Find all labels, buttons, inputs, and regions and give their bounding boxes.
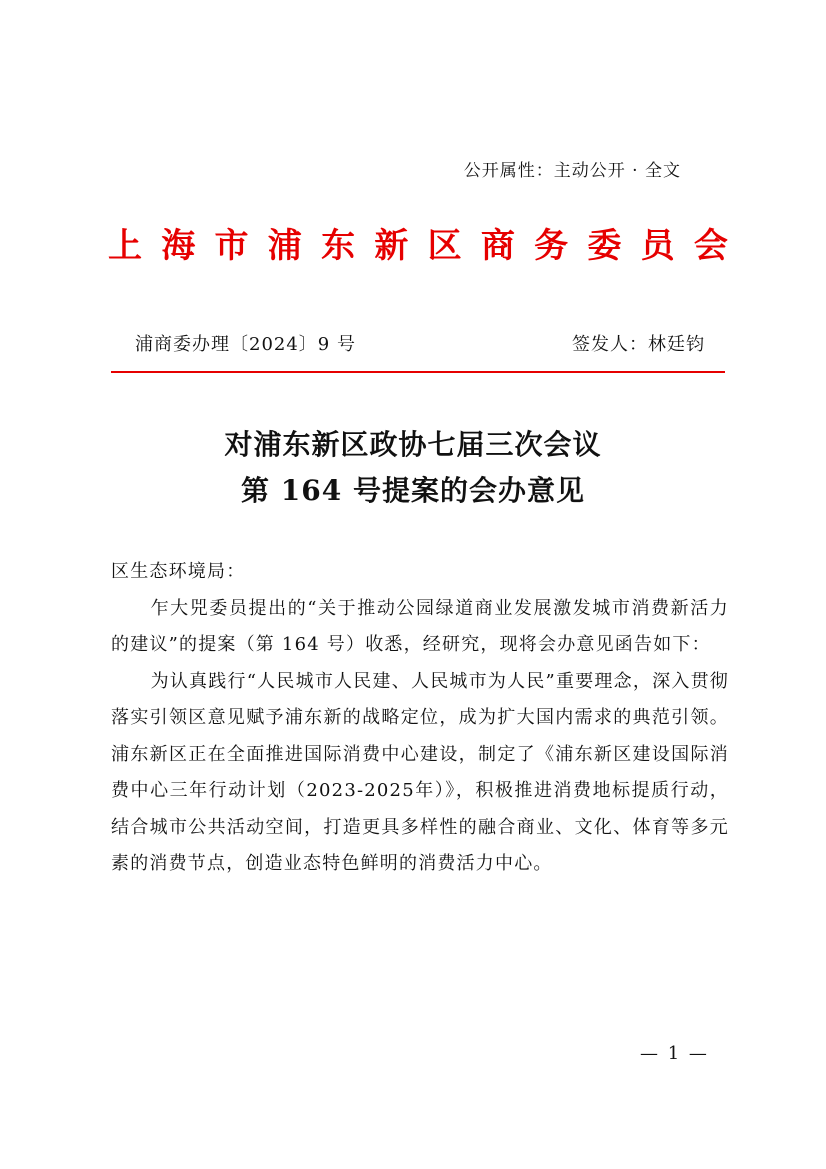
- page-number: — 1 —: [640, 1043, 709, 1064]
- addressee: 区生态环境局：: [111, 561, 246, 582]
- org-title-char: 浦: [267, 226, 302, 266]
- red-divider-line: [111, 371, 725, 373]
- signer: 签发人：林廷钧: [572, 334, 705, 355]
- document-title-line-2: 第 164 号提案的会办意见: [241, 474, 585, 507]
- org-title-char: 员: [640, 226, 675, 266]
- org-title-char: 新: [374, 226, 409, 266]
- document-number: 浦商委办理〔2024〕9 号: [135, 334, 356, 355]
- document-title-line-1: 对浦东新区政协七届三次会议: [224, 428, 602, 461]
- document-meta-row: [135, 330, 705, 356]
- org-title-char: 东: [321, 226, 356, 266]
- org-title-char: 会: [693, 226, 728, 266]
- issuing-organization-title: [108, 218, 728, 267]
- org-title-char: 商: [480, 226, 515, 266]
- org-title-char: 务: [534, 226, 569, 266]
- body-paragraph: 为认真践行“人民城市人民建、人民城市为人民”重要理念，深入贯彻落实引领区意见赋予浦东新的战略定位，成为扩大国内需求的典范引领。浦东新区正在全面推进国际消费中心建设，制定了《浦东新区建设国际消费中心三年行动计划（2023-2025年）》，积极推进消费地标提质行动，结合城市公共活动空间，打造更具多样性的融合商业、文化、体育等多元素的消费节点，创造业态特色鲜明的消费活力中心。: [111, 670, 729, 874]
- body-paragraph: 乍大兕委员提出的“关于推动公园绿道商业发展激发城市消费新活力的建议”的提案（第 164 号）收悉，经研究，现将会办意见函告如下：: [111, 597, 729, 655]
- document-body: [111, 554, 729, 883]
- document-title: [0, 422, 826, 514]
- org-title-char: 区: [427, 226, 462, 266]
- org-title-char: 市: [214, 226, 249, 266]
- org-title-char: 海: [161, 226, 196, 266]
- disclosure-attribute: 公开属性：主动公开 · 全文: [463, 161, 681, 181]
- org-title-char: 委: [587, 226, 622, 266]
- org-title-char: 上: [108, 226, 142, 266]
